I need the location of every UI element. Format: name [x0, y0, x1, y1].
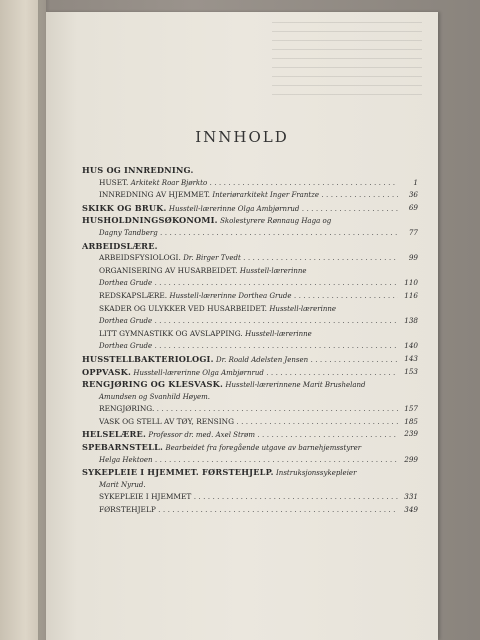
toc-entry-title: SYKEPLEIE I HJEMMET. FØRSTEHJELP. [82, 467, 274, 478]
toc-entry-title: ARBEIDSFYSIOLOGI. [99, 253, 181, 263]
toc-entry-page-number: 69 [408, 202, 418, 212]
toc-entry-author: Amundsen og Svanhild Høyem. [99, 392, 210, 401]
toc-entry-title: ORGANISERING AV HUSARBEIDET. [99, 265, 238, 275]
toc-entry [82, 214, 418, 227]
toc-entry-title: LITT GYMNASTIKK OG AVSLAPPING. [99, 328, 243, 338]
toc-entry-author: Interiørarkitekt Inger Frantze [212, 191, 319, 200]
toc-entry-page-number: 140 [404, 341, 418, 351]
toc-entry [82, 366, 418, 379]
toc-entry-title: SKADER OG ULYKKER VED HUSARBEIDET. [99, 303, 267, 313]
toc-entry-author: Dorthea Grude [99, 279, 153, 288]
toc-entry-text [82, 315, 398, 328]
toc-entry-author: Husstell-lærerinne Olga Ambjørnrud [133, 368, 264, 377]
toc-entry-text [82, 177, 398, 190]
toc-entry [82, 277, 418, 290]
toc-entry-text [82, 189, 398, 202]
toc-entry-text [82, 252, 398, 265]
toc-entry-text [82, 265, 398, 278]
toc-entry-author: Dorthea Grude [99, 317, 153, 326]
toc-entry-title: FØRSTEHJELP [99, 505, 156, 515]
toc-entry [82, 353, 418, 366]
toc-entry-author: Husstell-lærerinne [245, 329, 312, 338]
toc-entry-title: HUSSTELLBAKTERIOLOGI. [82, 353, 214, 364]
toc-entry-title: SYKEPLEIE I HJEMMET [99, 492, 192, 502]
toc-entry-author: Dr. Roald Adelsten Jensen [215, 355, 309, 364]
toc-entry-page-number: 77 [408, 227, 418, 237]
toc-entry [82, 479, 418, 492]
toc-entry-text [82, 479, 398, 492]
toc-entry [82, 290, 418, 303]
toc-entry-author: Bearbeidet fra foregående utgave av barnehjemsstyrer [165, 444, 362, 453]
toc-entry-page-number: 185 [404, 416, 418, 426]
toc-entry-title: REDSKAPSLÆRE. [99, 290, 168, 300]
toc-entry-page-number: 1 [413, 177, 418, 187]
toc-entry-text [82, 340, 398, 353]
toc-entry-page-number: 239 [404, 429, 418, 439]
toc-entry-text [82, 277, 398, 290]
toc-entry-author: Husstell-lærerinnene Marit Brusheland [225, 381, 366, 390]
toc-entry-author: Skolestyrere Rønnaug Haga og [220, 217, 332, 226]
toc-entry [82, 252, 418, 265]
toc-entry-page-number: 99 [408, 253, 418, 263]
toc-entry-text [82, 366, 398, 380]
toc-entry-text [82, 441, 398, 455]
toc-entry-title: SPEBARNSTELL. [82, 442, 164, 453]
toc-entry [82, 164, 418, 177]
show-through-text [272, 22, 422, 102]
toc-entry-text [82, 466, 398, 480]
toc-entry-title: INNREDNING AV HJEMMET. [99, 190, 211, 200]
toc-entry [82, 265, 418, 278]
toc-entry-author: Instruksjonssykepleier [276, 469, 357, 478]
toc-entry-page-number: 349 [404, 505, 418, 515]
toc-entry-title: SKIKK OG BRUK. [82, 202, 167, 213]
toc-entry-page-number: 153 [404, 366, 418, 376]
toc-entry-title: VASK OG STELL AV TØY, RENSING [99, 416, 235, 426]
toc-entry-page-number: 36 [408, 190, 418, 200]
toc-entry-text [82, 353, 398, 367]
toc-entry [82, 240, 418, 253]
toc-entry-title: HUSET. [99, 177, 129, 187]
toc-entry-page-number: 143 [404, 353, 418, 363]
toc-entry [82, 315, 418, 328]
toc-entry [82, 504, 418, 517]
toc-entry [82, 491, 418, 504]
toc-entry-author: Dr. Birger Tvedt [183, 254, 241, 263]
toc-entry-page-number: 157 [404, 404, 418, 414]
toc-entry-text [82, 202, 398, 216]
toc-entry [82, 416, 418, 429]
toc-entry-text [82, 378, 398, 392]
toc-entry-author: Dorthea Grude [99, 342, 153, 351]
toc-entry-text [82, 416, 398, 429]
toc-entry [82, 189, 418, 202]
toc-entry [82, 177, 418, 190]
toc-entry-page-number: 110 [404, 278, 418, 288]
toc-entry [82, 202, 418, 215]
toc-entry-text [82, 504, 398, 517]
toc-entry [82, 378, 418, 391]
toc-entry-author: Arkitekt Roar Bjørkto [130, 178, 208, 187]
toc-entry [82, 441, 418, 454]
toc-entry-author: Dagny Tandberg [99, 228, 158, 237]
book-page [46, 12, 438, 640]
table-of-contents [82, 164, 418, 517]
toc-entry-title: RENGJØRING OG KLESVASK. [82, 379, 224, 390]
toc-entry [82, 328, 418, 341]
toc-entry [82, 391, 418, 404]
toc-entry-text [82, 454, 398, 467]
toc-entry [82, 227, 418, 240]
toc-entry-author: Husstell-lærerinne [269, 304, 336, 313]
page-title: INNHOLD [195, 128, 289, 146]
toc-entry-text [82, 214, 398, 228]
toc-entry-text [82, 227, 398, 240]
toc-entry-author: Husstell-lærerinne Dorthea Grude [169, 291, 292, 300]
toc-entry-text [82, 164, 398, 178]
toc-entry-author: Husstell-lærerinne Olga Ambjørnrud [168, 204, 300, 213]
toc-entry-text [82, 391, 398, 404]
toc-entry-title: ARBEIDSLÆRE. [82, 240, 158, 251]
toc-entry [82, 428, 418, 441]
toc-entry [82, 303, 418, 316]
toc-entry-text [82, 491, 398, 504]
toc-entry-page-number: 299 [404, 454, 418, 464]
toc-entry-title: OPPVASK. [82, 366, 131, 377]
toc-entry-text [82, 240, 398, 254]
toc-entry-author: Husstell-lærerinne [239, 266, 307, 275]
toc-entry-text [82, 428, 398, 442]
toc-entry [82, 454, 418, 467]
toc-entry [82, 403, 418, 416]
toc-entry-author: Professor dr. med. Axel Strøm [148, 431, 255, 440]
toc-entry-title: HUSHOLDNINGSØKONOMI. [82, 215, 218, 226]
toc-entry-author: Marit Nyrud. [99, 480, 146, 489]
toc-entry-page-number: 331 [404, 492, 418, 502]
toc-entry-page-number: 116 [404, 290, 418, 300]
toc-entry-text [82, 303, 398, 316]
toc-entry-title: HELSELÆRE. [82, 429, 147, 440]
toc-entry-page-number: 138 [404, 316, 418, 326]
toc-entry-author: Helga Hektoen [99, 455, 153, 464]
toc-entry-text [82, 403, 398, 416]
toc-entry [82, 340, 418, 353]
toc-entry-title: RENGJØRING. [99, 404, 155, 414]
toc-entry [82, 466, 418, 479]
toc-entry-text [82, 290, 398, 303]
toc-entry-text [82, 328, 398, 341]
toc-entry-title: HUS OG INNREDNING. [82, 165, 194, 175]
